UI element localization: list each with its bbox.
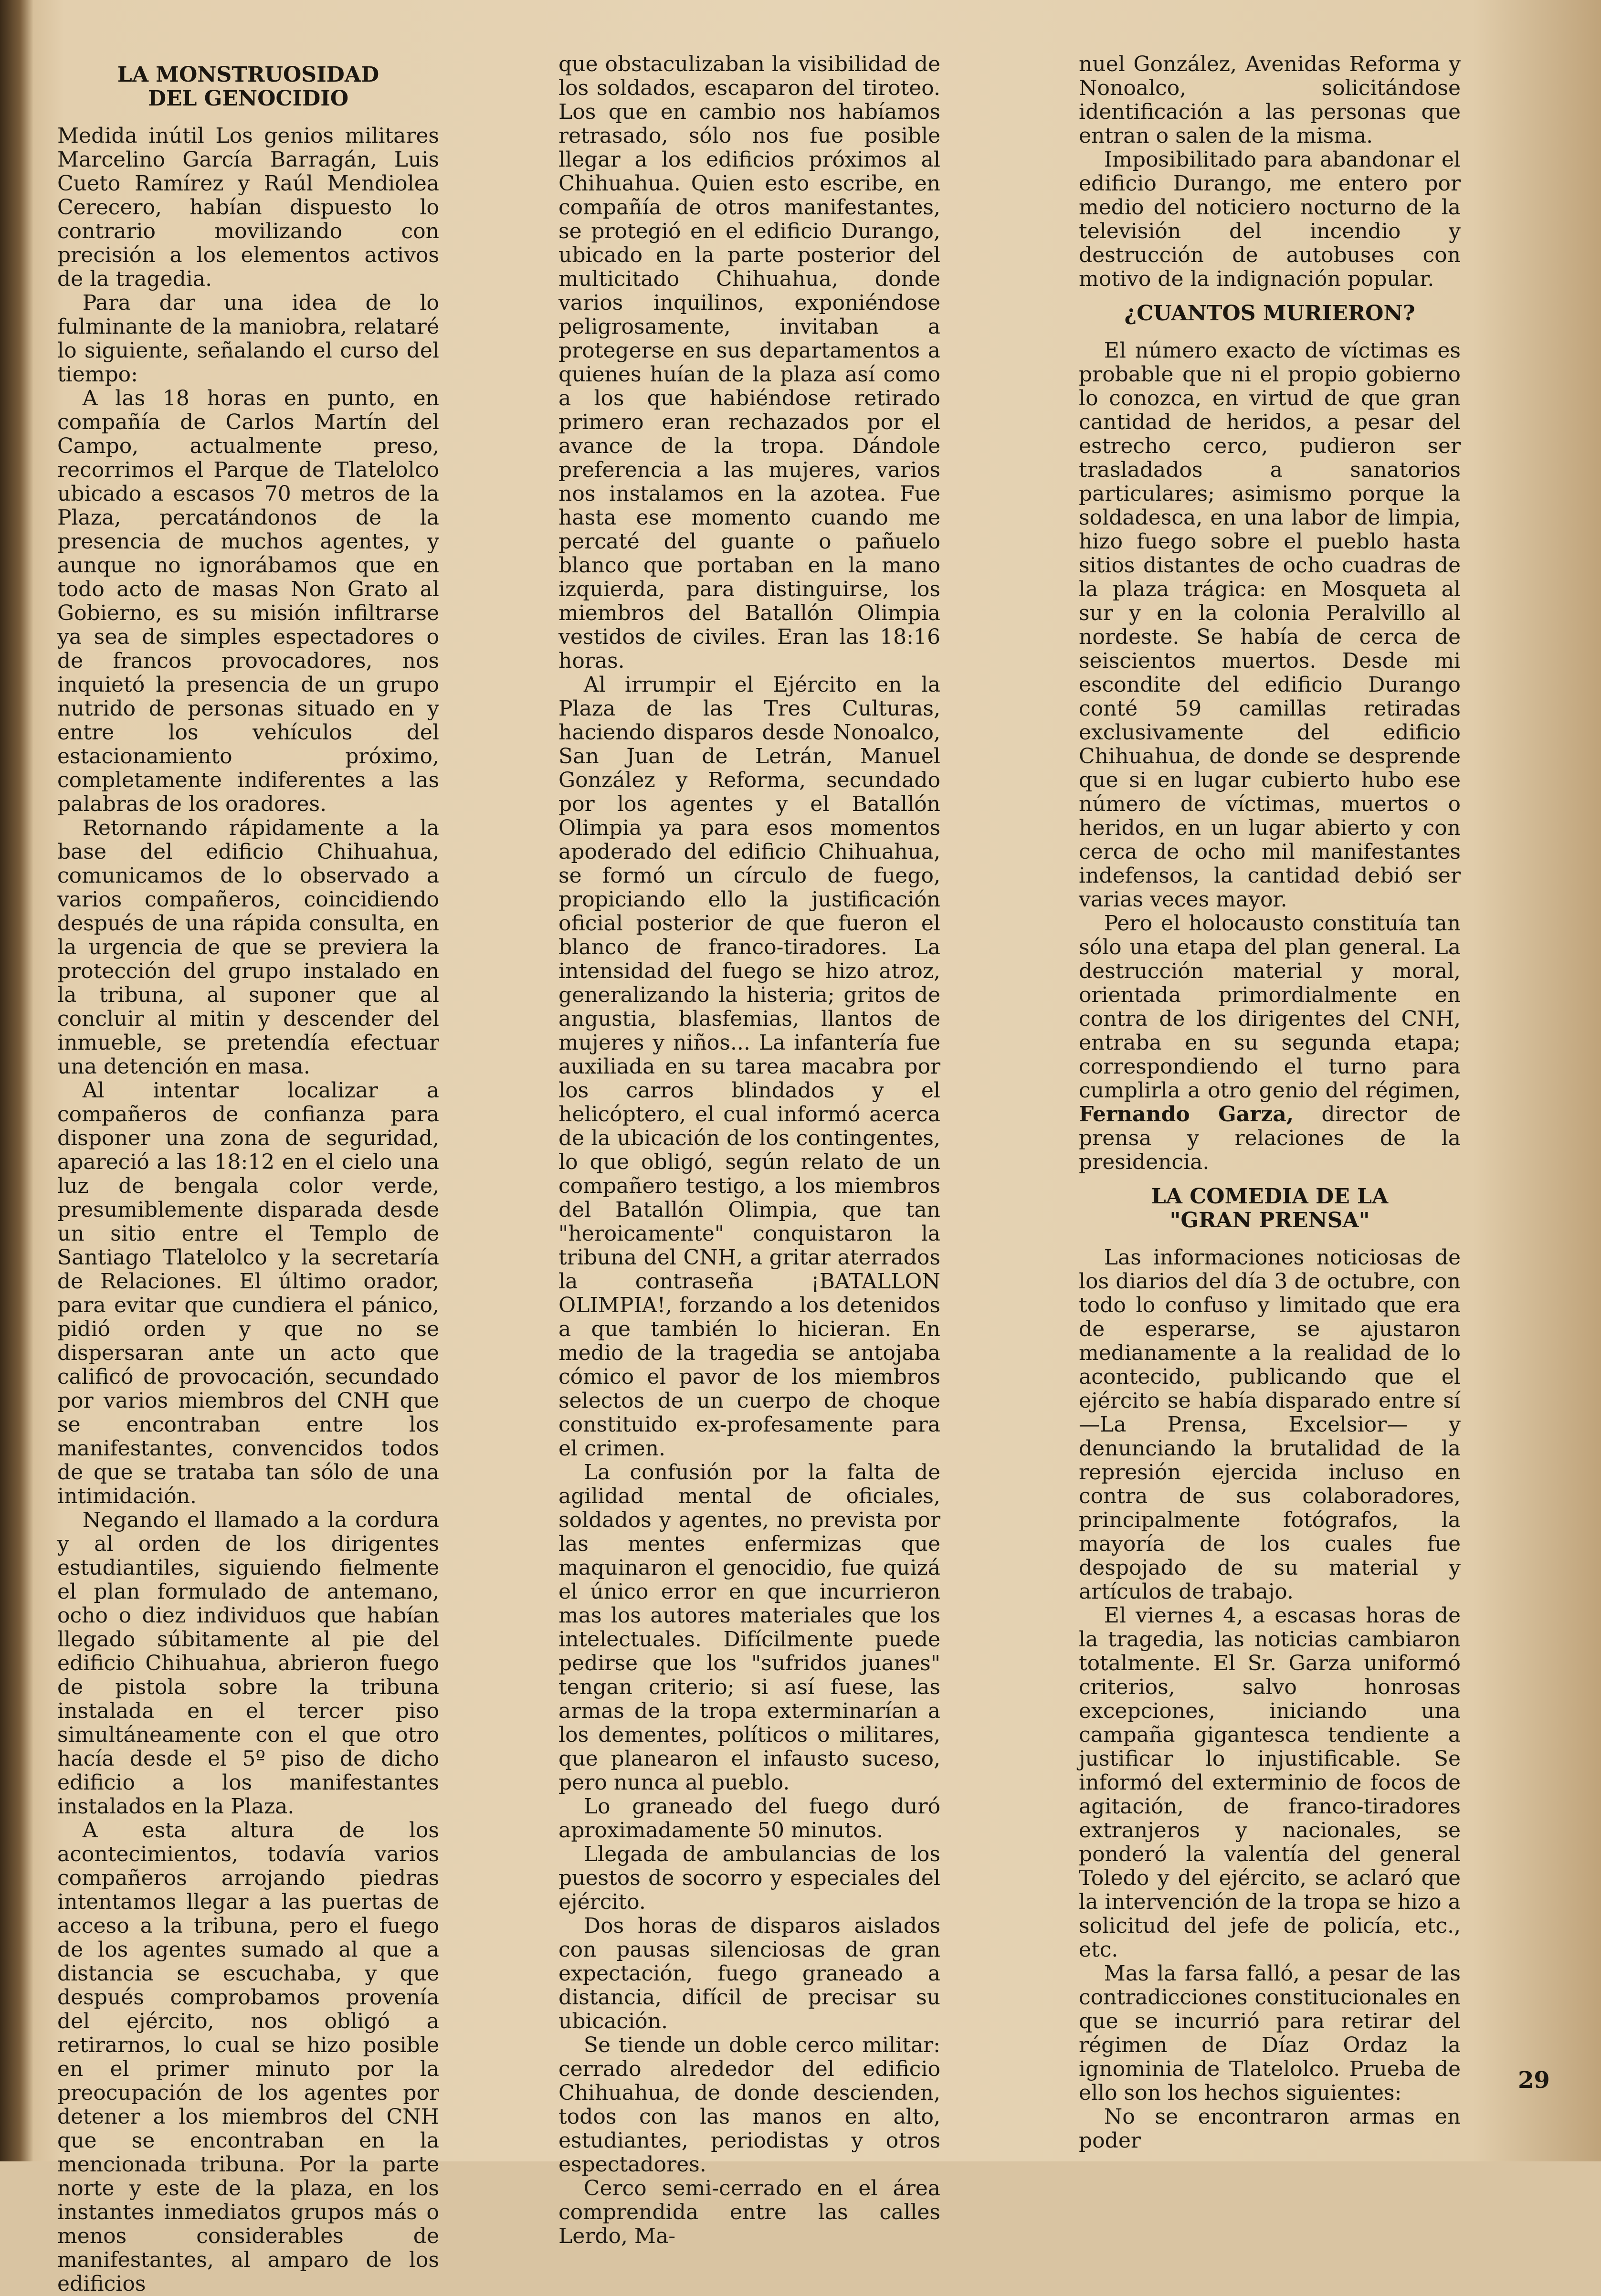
paragraph: No se encontraron armas en poder [1079,2105,1461,2153]
paragraph: A las 18 horas en punto, en compañía de Carlos Martín del Campo, actualmente preso, recorrimos el Parque de Tlatelolco ubicado a escasos 70 metros de la Plaza, percatándonos de la presencia de muchos agentes, y aunque no ignorábamos que en todo acto de masas Non Grato al Gobierno, es su misión infiltrarse ya sea de simples espectadores o de francos provocadores, nos inquietó la presencia de un grupo nutrido de personas situado en y entre los vehículos del estacionamiento próximo, completamente indiferentes a las palabras de los oradores. [57,386,439,816]
paragraph: Al intentar localizar a compañeros de confianza para disponer una zona de seguridad, apareció a las 18:12 en el cielo una luz de bengala color verde, presumiblemente disparada desde un sitio entre el Templo de Santiago Tlatelolco y la secretaría de Relaciones. El último orador, para evitar que cundiera el pánico, pidió orden y que no se dispersaran ante un acto que calificó de provocación, secundado por varios miembros del CNH que se encontraban entre los manifestantes, convencidos todos de que se trataba tan sólo de una intimidación. [57,1078,439,1508]
paragraph: A esta altura de los acontecimientos, todavía varios compañeros arrojando piedras intentamos llegar a las puertas de acceso a la tribuna, pero el fuego de los agentes sumado al que a distancia se escuchaba, y que después comprobamos provenía del ejército, nos obligó a retirarnos, lo cual se hizo posible en el primer minuto por la preocupación de los agentes por detener a los miembros del CNH que se encontraban en la mencionada tribuna. Por la parte norte y este de la plaza, en los instantes inmediatos grupos más o menos considerables de manifestantes, al amparo de los edificios [57,1818,439,2296]
paragraph: Dos horas de disparos aislados con pausas silenciosas de gran expectación, fuego graneado a distancia, difícil de precisar su ubicación. [558,1914,940,2033]
paragraph-garza [1079,912,1461,1174]
person-name: Fernando Garza, [1079,1102,1294,1127]
paragraph: Negando el llamado a la cordura y al orden de los dirigentes estudiantiles, siguiendo fielmente el plan formulado de antemano, ocho o diez individuos que habían llegado súbitamente al pie del edificio Chihuahua, abrieron fuego de pistola sobre la tribuna instalada en el tercer piso simultáneamente con el que otro hacía desde el 5º piso de dicho edificio a los manifestantes instalados en la Plaza. [57,1508,439,1819]
paragraph: El número exacto de víctimas es probable que ni el propio gobierno lo conozca, en virtud de que gran cantidad de heridos, a pesar del estrecho cerco, pudieron ser trasladados a sanatorios particulares; asimismo porque la soldadesca, en una labor de limpia, hizo fuego sobre el pueblo hasta sitios distantes de ocho cuadras de la plaza trágica: en Mosqueta al sur y en la colonia Peralvillo al nordeste. Se había de cerca de seiscientos muertos. Desde mi escondite del edificio Durango conté 59 camillas retiradas exclusivamente del edificio Chihuahua, de donde se desprende que si en lugar cubierto hubo ese número de víctimas, muertos o heridos, en un lugar abierto y con cerca de ocho mil manifestantes indefensos, la cantidad debió ser varias veces mayor. [1079,338,1461,912]
text-run: director de prensa y relaciones de la presidencia. [1079,1102,1461,1174]
paragraph: Se tiende un doble cerco militar: cerrado alrededor del edificio Chihuahua, de donde descienden, todos con las manos en alto, estudiantes, periodistas y otros espectadores. [558,2033,940,2177]
heading-line: LA MONSTRUOSIDAD [117,63,379,87]
paragraph: Llegada de ambulancias de los puestos de socorro y especiales del ejército. [558,1842,940,1914]
paragraph: Imposibilitado para abandonar el edificio Durango, me entero por medio del noticiero nocturno de la televisión del incendio y destrucción de autobuses con motivo de la indignación popular. [1079,147,1461,291]
section-heading-genocidio [57,63,439,111]
page-number: 29 [1518,2067,1550,2094]
section-heading-cuantos-murieron: ¿CUANTOS MURIERON? [1124,301,1415,326]
heading-line: LA COMEDIA DE LA [1151,1184,1389,1209]
paragraph: Cerco semi-cerrado en el área comprendida entre las calles Lerdo, Ma- [558,2176,940,2248]
paragraph: La confusión por la falta de agilidad mental de oficiales, soldados y agentes, no prevista por las mentes enfermizas que maquinaron el genocidio, fue quizá el único error en que incurrieron mas los autores materiales que los intelectuales. Difícilmente puede pedirse que los "sufridos juanes" tengan criterio; si así fuese, las armas de la tropa exterminarían a los dementes, políticos o militares, que planearon el infausto suceso, pero nunca al pueblo. [558,1460,940,1795]
column-1 [57,53,439,2296]
paragraph: Las informaciones noticiosas de los diarios del día 3 de octubre, con todo lo confuso y limitado que era de esperarse, se ajustaron medianamente a la realidad de lo acontecido, publicando que el ejército se había disparado entre sí —La Prensa, Excelsior— y denunciando la brutalidad de la represión ejercida incluso en contra de sus colaboradores, principalmente fotógrafos, la mayoría de los cuales fue despojado de su material y artículos de trabajo. [1079,1245,1461,1604]
paragraph: que obstaculizaban la visibilidad de los soldados, escaparon del tiroteo. Los que en cambio nos habíamos retrasado, sólo nos fue posible llegar a los edificios próximos al Chihuahua. Quien esto escribe, en compañía de otros manifestantes, se protegió en el edificio Durango, ubicado en la parte posterior del multicitado Chihuahua, donde varios inquilinos, exponiéndose peligrosamente, invitaban a protegerse en sus departamentos a quienes huían de la plaza así como a los que habiéndose retirado primero eran rechazados por el avance de la tropa. Dándole preferencia a las mujeres, varios nos instalamos en la azotea. Fue hasta ese momento cuando me percaté del guante o pañuelo blanco que portaban en la mano izquierda, para distinguirse, los miembros del Batallón Olimpia vestidos de civiles. Eran las 18:16 horas. [558,52,940,673]
paragraph: nuel González, Avenidas Reforma y Nonoalco, solicitándose identificación a las personas que entran o salen de la misma. [1079,52,1461,148]
column-2 [558,53,940,2248]
paragraph: El viernes 4, a escasas horas de la tragedia, las noticias cambiaron totalmente. El Sr. Garza uniformó criterios, salvo honrosas excepciones, iniciando una campaña gigantesca tendiente a justificar lo injustificable. Se informó del exterminio de focos de agitación, de franco-tiradores extranjeros y nacionales, se ponderó la valentía del general Toledo y del ejército, se aclaró que la intervención de la tropa se hizo a solicitud del jefe de policía, etc., etc. [1079,1603,1461,1962]
column-3 [1079,53,1461,2153]
text-run: Pero el holocausto constituía tan sólo una etapa del plan general. La destrucción material y moral, orientada primordialmente en contra de los dirigentes del CNH, entraba en su segunda etapa; correspondiendo el turno para cumplirla a otro genio del régimen, [1079,911,1461,1103]
paragraph: Retornando rápidamente a la base del edificio Chihuahua, comunicamos de lo observado a varios compañeros, coincidiendo después de una rápida consulta, en la urgencia de que se previera la protección del grupo instalado en la tribuna, al suponer que al concluir al mitin y descender del inmueble, se pretendía efectuar una detención en masa. [57,816,439,1079]
paragraph: Lo graneado del fuego duró aproximadamente 50 minutos. [558,1794,940,1843]
paragraph: Para dar una idea de lo fulminante de la maniobra, relataré lo siguiente, señalando el curso del tiempo: [57,291,439,387]
heading-line: DEL GENOCIDIO [147,86,349,111]
heading-line: "GRAN PRENSA" [1169,1208,1370,1232]
paragraph: Mas la farsa falló, a pesar de las contradicciones constitucionales en que se incurrió para retirar del régimen de Díaz Ordaz la ignominia de Tlatelolco. Prueba de ello son los hechos siguientes: [1079,1961,1461,2105]
paragraph: Al irrumpir el Ejército en la Plaza de las Tres Culturas, haciendo disparos desde Nonoalco, San Juan de Letrán, Manuel González y Reforma, secundado por los agentes y el Batallón Olimpia ya para esos momentos apoderado del edificio Chihuahua, se formó un círculo de fuego, propiciando ello la justificación oficial posterior de que fueron el blanco de franco-tiradores. La intensidad del fuego se hizo atroz, generalizando la histeria; gritos de angustia, blasfemias, llantos de mujeres y niños... La infantería fue auxiliada en su tarea macabra por los carros blindados y el helicóptero, el cual informó acerca de la ubicación de los contingentes, lo que obligó, según relato de un compañero testigo, a los miembros del Batallón Olimpia, que tan "heroicamente" conquistaron la tribuna del CNH, a gritar aterrados la contraseña ¡BATALLON OLIMPIA!, forzando a los detenidos a que también lo hicieran. En medio de la tragedia se antojaba cómico el pavor de los miembros selectos de un cuerpo de choque constituido ex-profesamente para el crimen. [558,673,940,1461]
paragraph: Medida inútil Los genios militares Marcelino García Barragán, Luis Cueto Ramírez y Raúl Mendiolea Cerecero, habían dispuesto lo contrario movilizando con precisión a los elementos activos de la tragedia. [57,124,439,291]
binding-spine [0,0,33,2161]
section-heading-gran-prensa [1079,1185,1461,1232]
